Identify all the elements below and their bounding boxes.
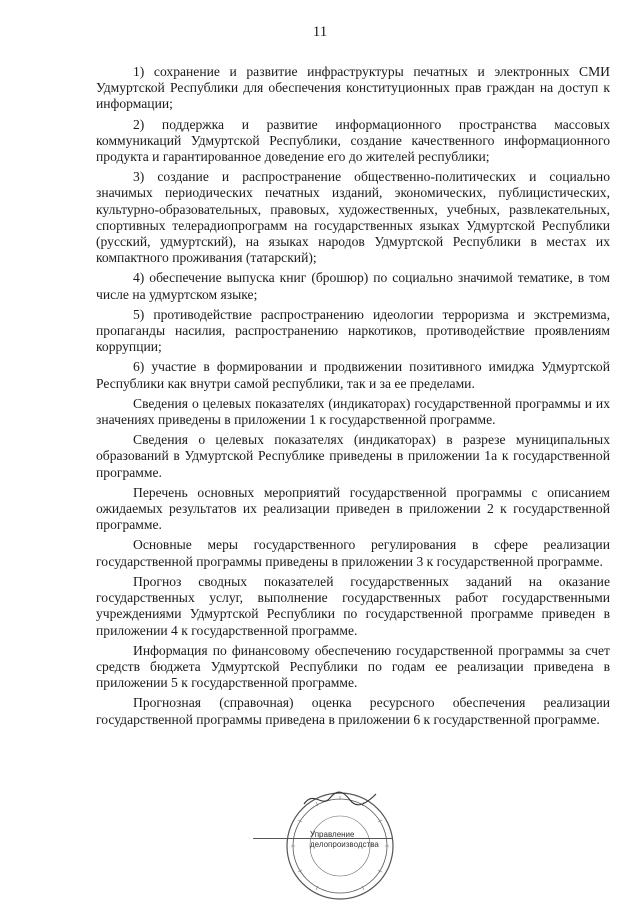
paragraph: Прогнозная (справочная) оценка ресурсного обеспечения реализации государственной программы приведена в приложении 6 к государственной программе.	[96, 695, 610, 727]
paragraph: Основные меры государственного регулирования в сфере реализации государственной программы приведены в приложении 3 к государственной программе.	[96, 537, 610, 569]
stamp-caption-line: делопроизводства	[310, 840, 379, 849]
paragraph: Информация по финансовому обеспечению государственной программы за счет средств бюджета Удмуртской Республики по годам ее реализации приведена в приложении 5 к государственной программе.	[96, 642, 610, 691]
paragraph: 5) противодействие распространению идеологии терроризма и экстремизма, пропаганды насилия, распространению наркотиков, противодействие проявлениям коррупции;	[96, 306, 610, 355]
handwritten-signature	[300, 786, 380, 810]
paragraph: Сведения о целевых показателях (индикаторах) государственной программы и их значениях приведены в приложении 1 к государственной программе.	[96, 395, 610, 428]
paragraph: Сведения о целевых показателях (индикаторах) в разрезе муниципальных образований в Удмуртской Республике приведены в приложении 1а к государственной программе.	[96, 432, 610, 480]
paragraph: 6) участие в формировании и продвижении позитивного имиджа Удмуртской Республики как внутри самой республики, так и за ее пределами.	[96, 359, 610, 391]
stamp-caption-line: Управление	[310, 830, 355, 839]
page-number: 11	[312, 24, 328, 40]
paragraph: Перечень основных мероприятий государственной программы с описанием ожидаемых результатов их реализации приведен в приложении 2 к государственной программе.	[96, 484, 610, 533]
stamp-caption	[310, 830, 390, 850]
paragraph: 4) обеспечение выпуска книг (брошюр) по социально значимой тематике, в том числе на удмуртском языке;	[96, 270, 610, 302]
document-body	[96, 64, 610, 732]
paragraph: 2) поддержка и развитие информационного пространства массовых коммуникаций Удмуртской Республики, создание качественного информационного продукта и гарантированное доведение его до жителей республики;	[96, 116, 610, 165]
paragraph: 1) сохранение и развитие инфраструктуры печатных и электронных СМИ Удмуртской Республики для обеспечения конституционных прав граждан на доступ к информации;	[96, 64, 610, 112]
paragraph: Прогноз сводных показателей государственных заданий на оказание государственных услуг, выполнение государственных работ государственными учреждениями Удмуртской Республики по государственной программе приведен в приложении 4 к государственной программе.	[96, 573, 610, 638]
paragraph: 3) создание и распространение общественно-политических и социально значимых периодических печатных изданий, экономических, публицистических, культурно-образовательных, правовых, художественных, учебных, развлекательных, спортивных телерадиопрограмм на государственных языках Удмуртской Республики (русский, удмуртский), на языках народов Удмуртской Республики в местах их компактного проживания (татарский);	[96, 169, 610, 266]
